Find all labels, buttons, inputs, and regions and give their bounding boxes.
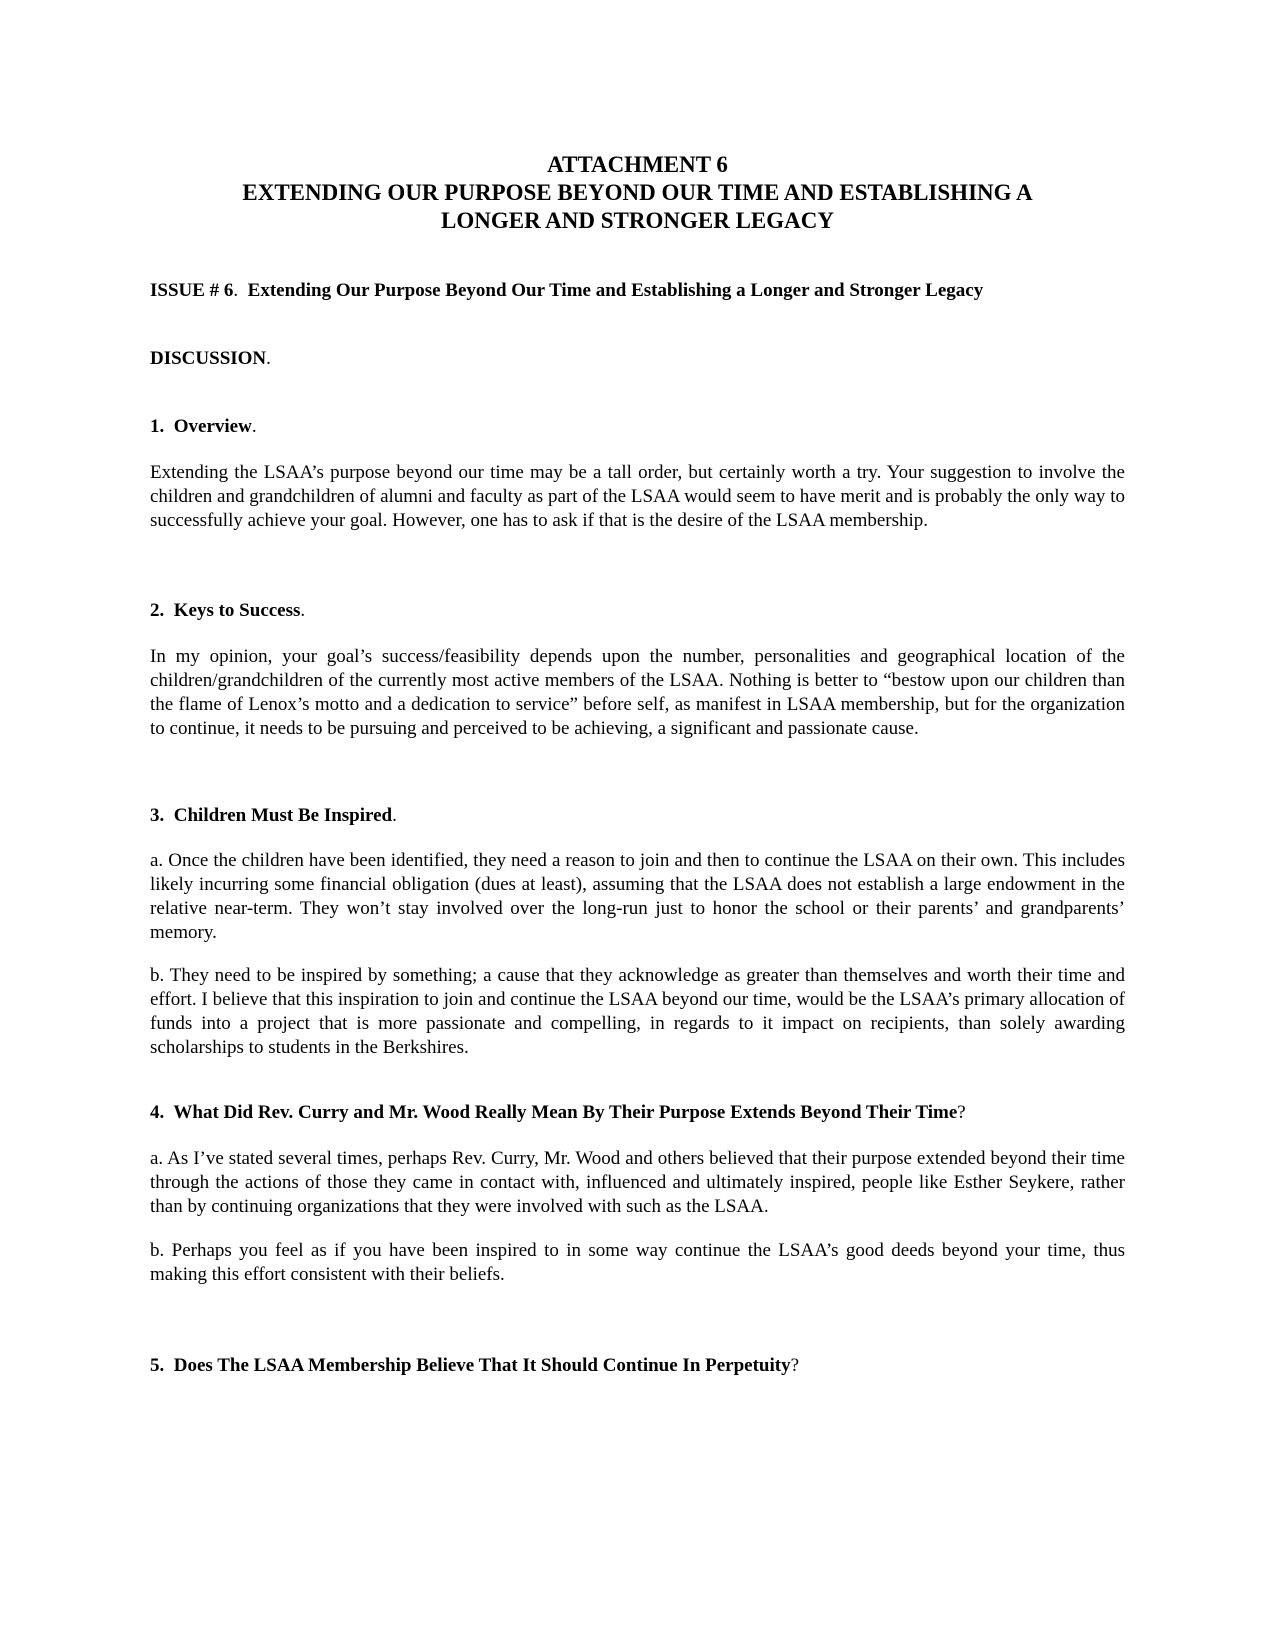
issue-heading — [150, 279, 1125, 303]
section-heading — [150, 1354, 1125, 1378]
issue-label: ISSUE # 6 — [150, 280, 234, 301]
section-heading-text: 4. What Did Rev. Curry and Mr. Wood Really Mean By Their Purpose Extends Beyond Their Time — [150, 1102, 958, 1123]
section-heading — [150, 1101, 1125, 1125]
section-heading-text: 5. Does The LSAA Membership Believe That It Should Continue In Perpetuity — [150, 1355, 791, 1376]
section-paragraph: Extending the LSAA’s purpose beyond our time may be a tall order, but certainly worth a try. Your suggestion to involve the children and grandchildren of alumni and faculty as part of the LSAA would seem to have merit and is probably the only way to successfully achieve your goal. However, one has to ask if that is the desire of the LSAA membership. — [150, 462, 1125, 531]
section-paragraph: a. Once the children have been identified, they need a reason to join and then to continue the LSAA on their own. This includes likely incurring some financial obligation (dues at least), assuming that the LSAA does not establish a large endowment in the relative near-term. They won’t stay involved over the long-run just to honor the school or their parents’ and grandparents’ memory. — [150, 850, 1125, 943]
discussion-label: DISCUSSION — [150, 348, 267, 369]
section-paragraph: a. As I’ve stated several times, perhaps Rev. Curry, Mr. Wood and others believed that their purpose extended beyond their time through the actions of those they came in contact with, influenced and ultimately inspired, people like Esther Seykere, rather than by continuing organizations that they were involved with such as the LSAA. — [150, 1148, 1125, 1217]
section-heading — [150, 599, 1125, 623]
title-line-2: EXTENDING OUR PURPOSE BEYOND OUR TIME AND ESTABLISHING A — [242, 180, 1033, 205]
section-heading-text: 1. Overview — [150, 416, 252, 437]
section-paragraph: In my opinion, your goal’s success/feasibility depends upon the number, personalities and geographical location of the children/grandchildren of the currently most active members of the LSAA. Nothing is better to “bestow upon our children than the flame of Lenox’s motto and a dedication to service” before self, as manifest in LSAA membership, but for the organization to continue, it needs to be pursuing and perceived to be achieving, a significant and passionate cause. — [150, 646, 1125, 739]
section-heading-text: 3. Children Must Be Inspired — [150, 805, 393, 826]
discussion-heading — [150, 347, 1125, 371]
discussion-punct: . — [266, 348, 271, 369]
section-heading-punct: . — [300, 600, 306, 621]
issue-text: Extending Our Purpose Beyond Our Time and Establishing a Longer and Stronger Legacy — [247, 280, 984, 301]
title-line-3: LONGER AND STRONGER LEGACY — [441, 208, 834, 233]
section-heading — [150, 415, 1125, 439]
section-heading-punct: ? — [957, 1102, 966, 1123]
section-heading-text: 2. Keys to Success — [150, 600, 301, 621]
section-heading-punct: ? — [790, 1355, 800, 1376]
issue-separator: . — [233, 280, 248, 301]
document-title — [150, 151, 1125, 235]
section-heading-punct: . — [392, 805, 397, 826]
title-line-1: ATTACHMENT 6 — [547, 152, 728, 177]
section-heading — [150, 804, 1125, 828]
section-paragraph: b. Perhaps you feel as if you have been inspired to in some way continue the LSAA’s good deeds beyond your time, thus making this effort consistent with their beliefs. — [150, 1240, 1125, 1285]
section-paragraph: b. They need to be inspired by something; a cause that they acknowledge as greater than themselves and worth their time and effort. I believe that this inspiration to join and continue the LSAA beyond our time, would be the LSAA’s primary allocation of funds into a project that is more passionate and compelling, in regards to it impact on recipients, than solely awarding scholarships to students in the Berkshires. — [150, 965, 1125, 1058]
section-heading-punct: . — [251, 416, 257, 437]
